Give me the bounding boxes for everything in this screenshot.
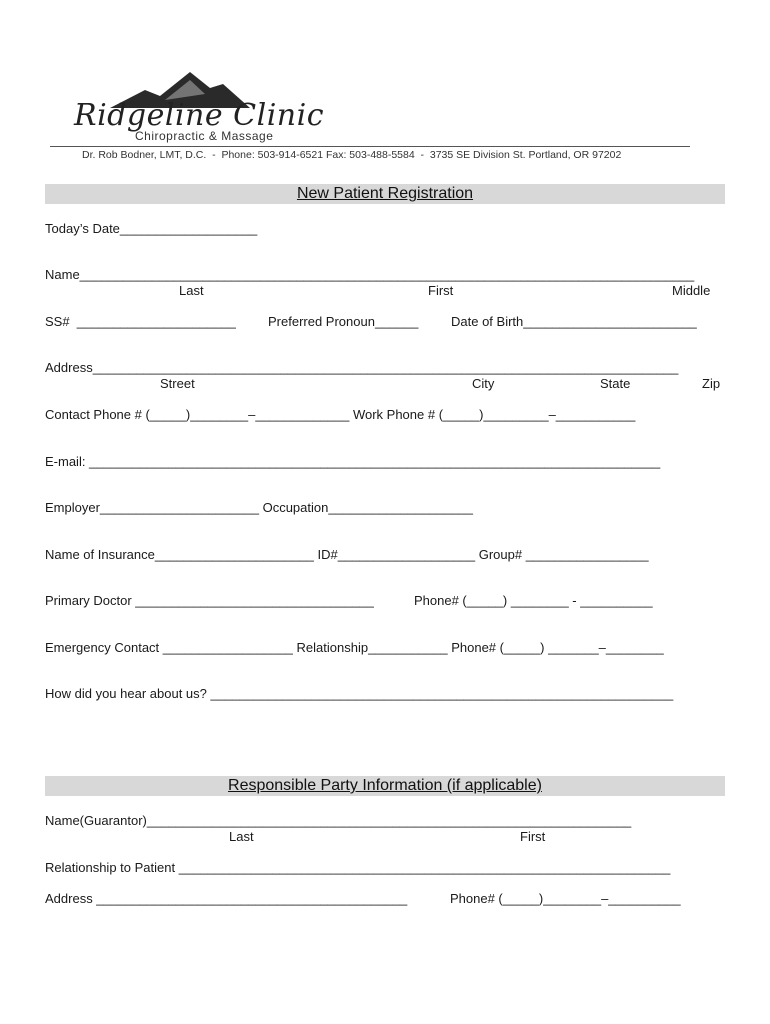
clinic-contact-line: Dr. Rob Bodner, LMT, D.C. - Phone: 503-914-6521 Fax: 503-488-5584 - 3735 SE Division St. Portland, OR 97202 <box>82 149 622 161</box>
logo-subtitle: Chiropractic & Massage <box>135 129 274 143</box>
section-title: Responsible Party Information (if applicable) <box>228 777 542 794</box>
emergency-contact-field[interactable]: Emergency Contact __________________ Relationship___________ Phone# (_____) _______–________ <box>45 640 664 655</box>
primary-doctor-field[interactable]: Primary Doctor _________________________________ <box>45 593 374 608</box>
guarantor-address-field[interactable]: Address ___________________________________________ <box>45 891 408 906</box>
dob-field[interactable]: Date of Birth________________________ <box>451 314 697 329</box>
pronoun-field[interactable]: Preferred Pronoun______ <box>268 314 419 329</box>
primary-doctor-phone-field[interactable]: Phone# (_____) ________ - __________ <box>414 593 653 608</box>
name-first-label: First <box>428 283 454 298</box>
address-zip-label: Zip <box>702 376 721 391</box>
address-city-label: City <box>472 376 495 391</box>
address-street-label: Street <box>160 376 195 391</box>
contact-phone-field[interactable]: Contact Phone # (_____)________–_____________ Work Phone # (_____)_________–___________ <box>45 407 636 422</box>
name-last-label: Last <box>179 283 204 298</box>
insurance-field[interactable]: Name of Insurance______________________ ID#___________________ Group# _________________ <box>45 547 649 562</box>
guarantor-first-label: First <box>520 829 546 844</box>
section-header-responsible <box>45 776 725 796</box>
email-field[interactable]: E-mail: _______________________________________________________________________________ <box>45 454 661 469</box>
guarantor-last-label: Last <box>229 829 254 844</box>
todays-date-field[interactable]: Today’s Date___________________ <box>45 221 258 236</box>
name-middle-label: Middle <box>672 283 711 298</box>
guarantor-phone-field[interactable]: Phone# (_____)________–__________ <box>450 891 681 906</box>
address-field[interactable]: Address_________________________________________________________________________________ <box>45 360 679 375</box>
section-header-registration <box>45 184 725 204</box>
relationship-to-patient-field[interactable]: Relationship to Patient ____________________________________________________________________ <box>45 860 671 875</box>
ss-field[interactable]: SS# ______________________ <box>45 314 236 329</box>
section-title: New Patient Registration <box>296 185 474 202</box>
logo-name: Ridgeline Clinic <box>74 98 325 133</box>
address-state-label: State <box>600 376 631 391</box>
hear-about-field[interactable]: How did you hear about us? ________________________________________________________________ <box>45 686 674 701</box>
guarantor-name-field[interactable]: Name(Guarantor)___________________________________________________________________ <box>45 813 632 828</box>
employer-field[interactable]: Employer______________________ Occupation____________________ <box>45 500 473 515</box>
logo-rule <box>50 146 690 147</box>
name-field[interactable]: Name_____________________________________________________________________________________ <box>45 267 695 282</box>
